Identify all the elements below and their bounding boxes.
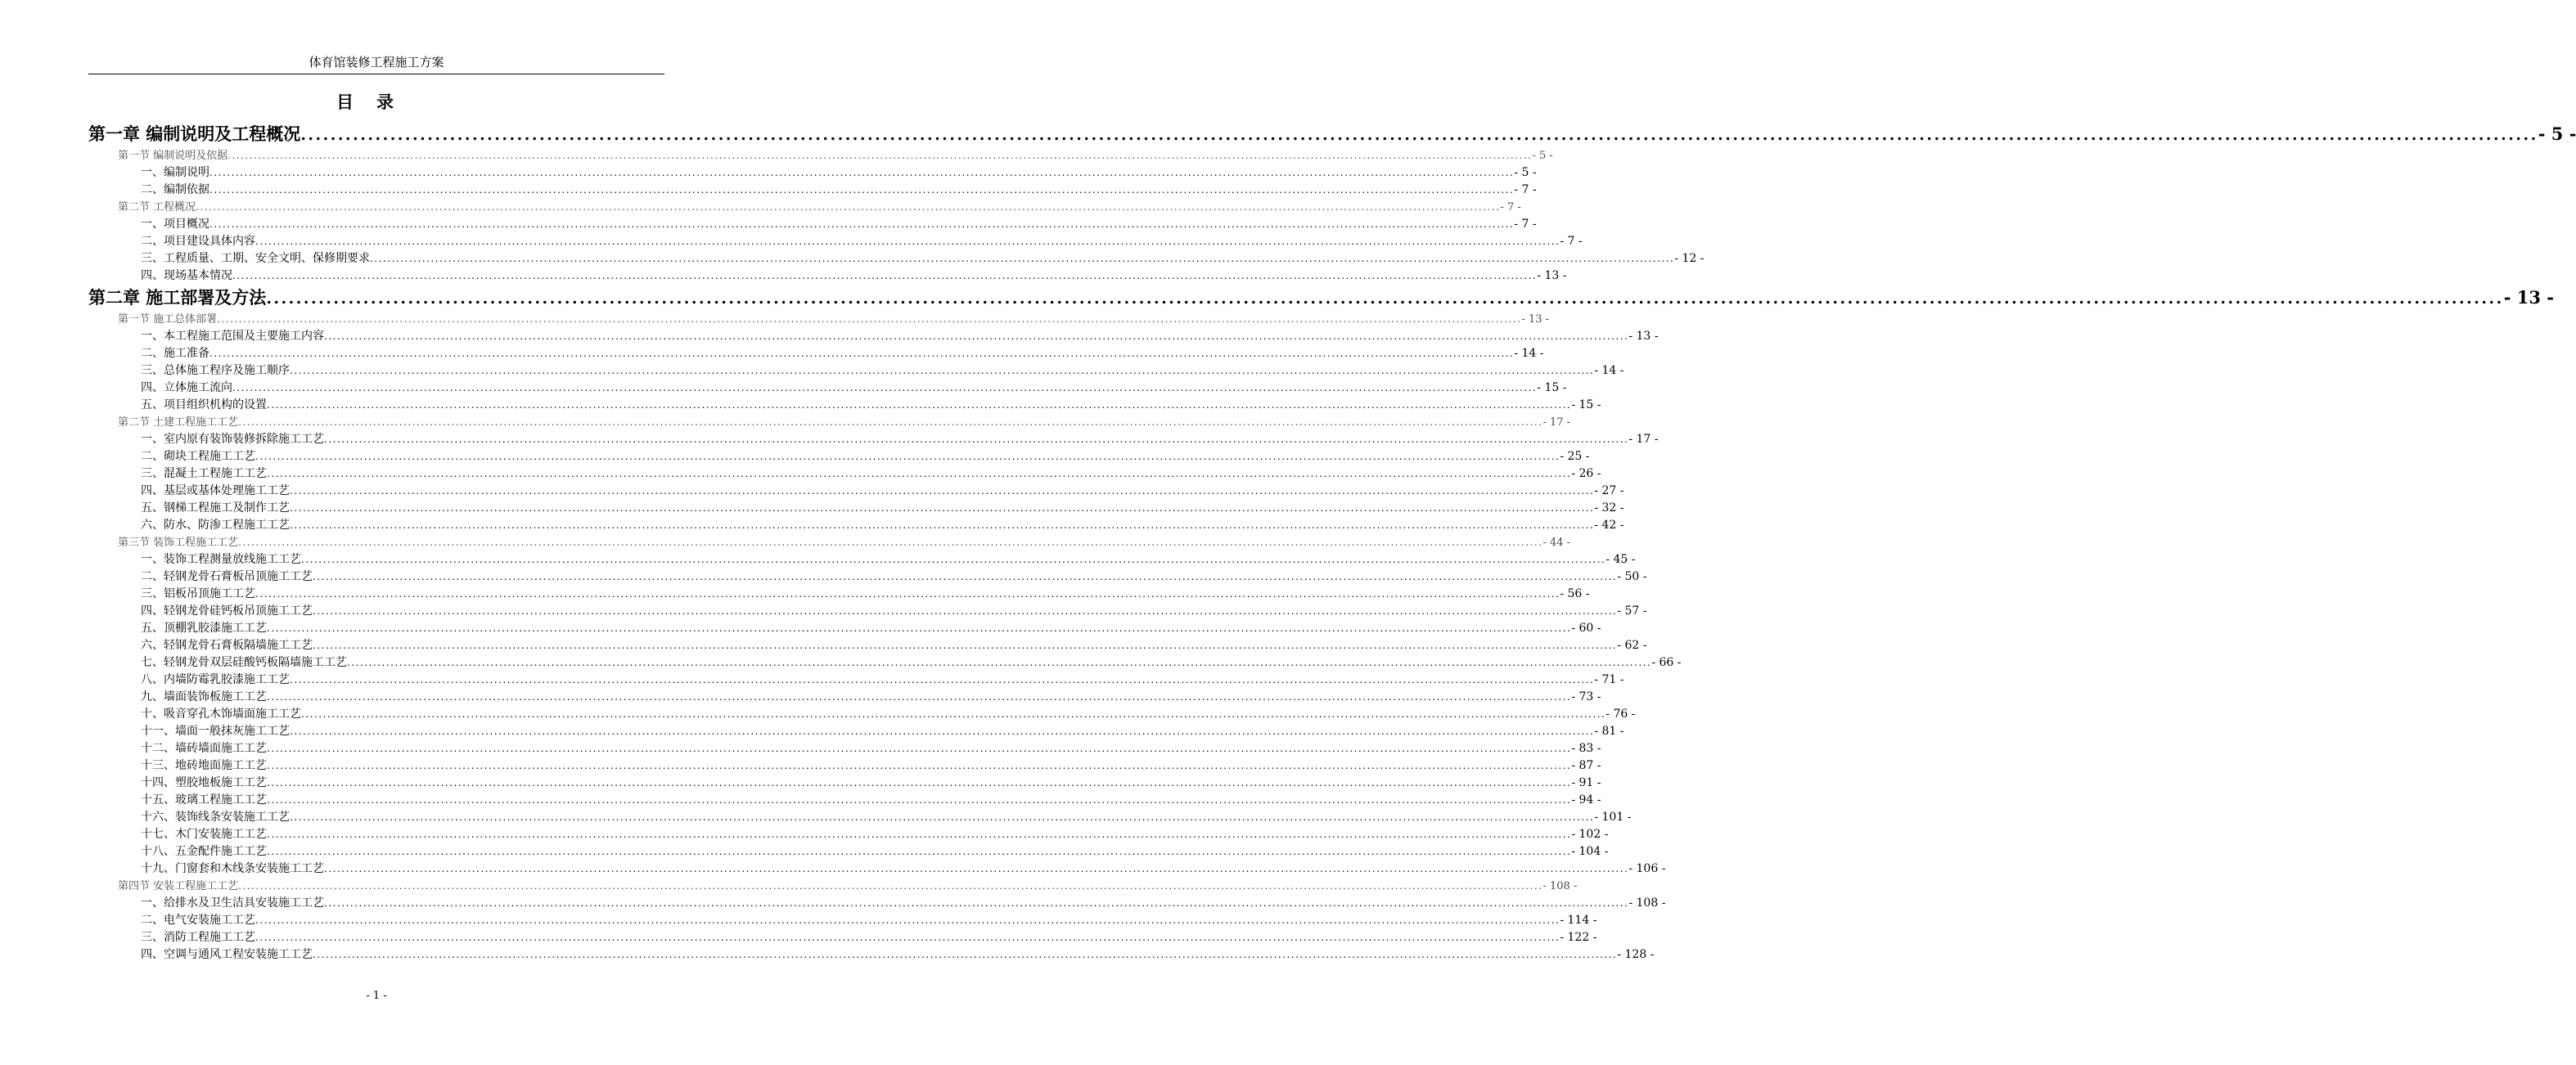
toc-dot-leader: ............................................................................................................................................................................................................................................................................................................ xyxy=(370,253,1675,264)
toc-dot-leader: ............................................................................................................................................................................................................................................................................................................ xyxy=(313,949,1618,960)
toc-dot-leader: ............................................................................................................................................................................................................................................................................................................ xyxy=(267,399,1572,411)
toc-item-entry[interactable] xyxy=(88,216,1537,233)
toc-dot-leader: ............................................................................................................................................................................................................................................................................................................ xyxy=(290,726,1595,737)
toc-entry-label: 第二章 施工部署及方法 xyxy=(88,287,267,308)
toc-item-entry[interactable] xyxy=(88,672,1624,689)
toc-entry-label: 一、室内原有装饰装修拆除施工工艺 xyxy=(141,433,324,446)
toc-entry-page: - 57 - xyxy=(1617,604,1647,618)
toc-dot-leader: ............................................................................................................................................................................................................................................................................................................ xyxy=(217,313,1522,325)
toc-dot-leader: ............................................................................................................................................................................................................................................................................................................ xyxy=(209,184,1515,195)
toc-entry-label: 十八、五金配件施工工艺 xyxy=(141,845,267,858)
toc-entry-page: - 13 - xyxy=(2503,287,2555,308)
toc-dot-leader: ............................................................................................................................................................................................................................................................................................................ xyxy=(255,932,1560,943)
toc-item-entry[interactable] xyxy=(88,740,1601,757)
toc-entry-page: - 13 - xyxy=(1521,313,1550,326)
toc-item-entry[interactable] xyxy=(88,380,1567,397)
toc-entry-page: - 87 - xyxy=(1571,759,1601,772)
toc-entry-label: 第三节 装饰工程施工工艺 xyxy=(118,537,239,549)
toc-chapter-entry[interactable] xyxy=(88,285,2555,311)
toc-item-entry[interactable] xyxy=(88,328,1659,345)
toc-item-entry[interactable] xyxy=(88,723,1624,740)
toc-entry-label: 一、本工程施工范围及主要施工内容 xyxy=(141,330,324,343)
footer-page-number: - 1 - xyxy=(366,990,387,1002)
toc-dot-leader: ............................................................................................................................................................................................................................................................................................................ xyxy=(290,674,1595,685)
toc-dot-leader: ............................................................................................................................................................................................................................................................................................................ xyxy=(227,150,1533,161)
toc-item-entry[interactable] xyxy=(88,706,1636,723)
toc-dot-leader: ............................................................................................................................................................................................................................................................................................................ xyxy=(267,846,1572,857)
toc-dot-leader: ............................................................................................................................................................................................................................................................................................................ xyxy=(313,571,1618,582)
toc-entry-page: - 104 - xyxy=(1571,845,1609,858)
toc-item-entry[interactable] xyxy=(88,603,1647,620)
toc-entry-label: 十四、塑胶地板施工工艺 xyxy=(141,776,267,789)
toc-entry-page: - 91 - xyxy=(1571,776,1601,789)
toc-dot-leader: ............................................................................................................................................................................................................................................................................................................ xyxy=(232,382,1538,393)
toc-entry-page: - 13 - xyxy=(1537,269,1567,282)
toc-item-entry[interactable] xyxy=(88,895,1666,912)
toc-entry-page: - 7 - xyxy=(1514,218,1537,231)
toc-item-entry[interactable] xyxy=(88,620,1601,637)
toc-item-entry[interactable] xyxy=(88,233,1583,250)
toc-entry-label: 二、轻钢龙骨石膏板吊顶施工工艺 xyxy=(141,570,313,583)
toc-entry-label: 十五、玻璃工程施工工艺 xyxy=(141,793,267,807)
toc-entry-page: - 12 - xyxy=(1674,252,1705,265)
toc-entry-label: 十二、墙砖墙面施工工艺 xyxy=(141,742,267,755)
toc-item-entry[interactable] xyxy=(88,843,1609,861)
toc-item-entry[interactable] xyxy=(88,345,1544,362)
toc-entry-label: 一、给排水及卫生洁具安装施工工艺 xyxy=(141,896,324,910)
toc-dot-leader: ............................................................................................................................................................................................................................................................................................................ xyxy=(290,502,1595,514)
toc-item-entry[interactable] xyxy=(88,792,1601,809)
toc-entry-page: - 5 - xyxy=(1514,166,1537,179)
toc-entry-page: - 14 - xyxy=(1594,364,1624,377)
toc-dot-leader: ............................................................................................................................................................................................................................................................................................................ xyxy=(324,863,1629,874)
toc-dot-leader: ............................................................................................................................................................................................................................................................................................................ xyxy=(301,554,1606,565)
toc-entry-label: 八、内墙防霉乳胶漆施工工艺 xyxy=(141,673,290,686)
toc-title: 目录 xyxy=(336,92,417,112)
toc-entry-label: 二、项目建设具体内容 xyxy=(141,235,255,248)
toc-entry-page: - 13 - xyxy=(1628,330,1659,343)
toc-item-entry[interactable] xyxy=(88,929,1597,946)
toc-dot-leader: ............................................................................................................................................................................................................................................................................................................ xyxy=(347,657,1652,668)
toc-dot-leader: ............................................................................................................................................................................................................................................................................................................ xyxy=(267,794,1572,806)
toc-entry-page: - 102 - xyxy=(1571,828,1609,841)
toc-dot-leader: ............................................................................................................................................................................................................................................................................................................ xyxy=(267,743,1572,754)
toc-dot-leader: ............................................................................................................................................................................................................................................................................................................ xyxy=(209,167,1515,178)
toc-item-entry[interactable] xyxy=(88,946,1655,964)
toc-dot-leader: ............................................................................................................................................................................................................................................................................................................ xyxy=(255,588,1560,600)
toc-entry-page: - 17 - xyxy=(1542,416,1571,429)
toc-item-entry[interactable] xyxy=(88,775,1601,792)
toc-entry-page: - 114 - xyxy=(1560,914,1597,927)
toc-entry-page: - 7 - xyxy=(1560,235,1583,248)
toc-entry-label: 第四节 安装工程施工工艺 xyxy=(118,880,239,892)
toc-dot-leader: ............................................................................................................................................................................................................................................................................................................ xyxy=(267,777,1572,789)
toc-entry-label: 三、消防工程施工工艺 xyxy=(141,931,255,944)
toc-dot-leader: ............................................................................................................................................................................................................................................................................................................ xyxy=(267,468,1572,479)
toc-dot-leader: ............................................................................................................................................................................................................................................................................................................ xyxy=(196,201,1501,213)
toc-dot-leader: ............................................................................................................................................................................................................................................................................................................ xyxy=(255,914,1560,926)
toc-entry-label: 十六、装饰线条安装施工工艺 xyxy=(141,811,290,824)
toc-entry-page: - 15 - xyxy=(1571,398,1601,411)
toc-entry-page: - 32 - xyxy=(1594,501,1624,515)
toc-entry-page: - 5 - xyxy=(2538,124,2576,144)
toc-entry-page: - 71 - xyxy=(1594,673,1624,686)
toc-dot-leader: ............................................................................................................................................................................................................................................................................................................ xyxy=(238,537,1543,548)
toc-entry-label: 五、项目组织机构的设置 xyxy=(141,398,267,411)
toc-entry-label: 第二节 土建工程施工工艺 xyxy=(118,416,239,429)
toc-item-entry[interactable] xyxy=(88,826,1609,843)
toc-dot-leader: ............................................................................................................................................................................................................................................................................................................ xyxy=(290,365,1595,376)
toc-dot-leader: ............................................................................................................................................................................................................................................................................................................ xyxy=(238,880,1543,892)
toc-entry-page: - 81 - xyxy=(1594,725,1624,738)
toc-entry-page: - 128 - xyxy=(1617,948,1655,961)
table-of-contents xyxy=(88,121,2576,964)
toc-entry-label: 十一、墙面一般抹灰施工工艺 xyxy=(141,725,290,738)
toc-dot-leader: ............................................................................................................................................................................................................................................................................................................ xyxy=(209,348,1515,359)
toc-entry-page: - 45 - xyxy=(1605,553,1636,566)
toc-item-entry[interactable] xyxy=(88,182,1537,199)
toc-entry-label: 十九、门窗套和木线条安装施工工艺 xyxy=(141,862,324,875)
toc-entry-label: 一、编制说明 xyxy=(141,166,209,179)
toc-entry-label: 二、施工准备 xyxy=(141,347,209,360)
toc-chapter-entry[interactable] xyxy=(88,121,2576,147)
toc-entry-page: - 7 - xyxy=(1500,201,1521,213)
toc-entry-label: 一、装饰工程测量放线施工工艺 xyxy=(141,553,301,566)
toc-item-entry[interactable] xyxy=(88,431,1659,448)
toc-entry-label: 五、钢梯工程施工及制作工艺 xyxy=(141,501,290,515)
toc-item-entry[interactable] xyxy=(88,397,1601,414)
toc-entry-label: 九、墙面装饰板施工工艺 xyxy=(141,690,267,703)
page-header-title: 体育馆装修工程施工方案 xyxy=(308,55,444,70)
toc-entry-page: - 50 - xyxy=(1617,570,1647,583)
toc-item-entry[interactable] xyxy=(88,517,1624,534)
toc-entry-label: 四、现场基本情况 xyxy=(141,269,232,282)
toc-entry-label: 七、轻钢龙骨双层硅酸钙板隔墙施工工艺 xyxy=(141,656,347,669)
toc-entry-page: - 5 - xyxy=(1532,150,1553,162)
toc-entry-page: - 26 - xyxy=(1571,467,1601,480)
toc-entry-page: - 106 - xyxy=(1628,862,1666,875)
toc-entry-page: - 73 - xyxy=(1571,690,1601,703)
toc-entry-page: - 60 - xyxy=(1571,622,1601,635)
toc-dot-leader: ............................................................................................................................................................................................................................................................................................................ xyxy=(238,416,1543,428)
toc-entry-page: - 17 - xyxy=(1628,433,1659,446)
toc-item-entry[interactable] xyxy=(88,164,1537,182)
toc-item-entry[interactable] xyxy=(88,637,1647,654)
toc-entry-label: 十、吸音穿孔木饰墙面施工工艺 xyxy=(141,708,301,721)
toc-dot-leader: ............................................................................................................................................................................................................................................................................................................ xyxy=(290,519,1595,531)
toc-item-entry[interactable] xyxy=(88,689,1601,706)
toc-entry-label: 二、编制依据 xyxy=(141,183,209,196)
toc-dot-leader: ............................................................................................................................................................................................................................................................................................................ xyxy=(209,218,1515,230)
toc-entry-label: 第一章 编制说明及工程概况 xyxy=(88,124,301,144)
toc-dot-leader: ............................................................................................................................................................................................................................................................................................................ xyxy=(324,434,1629,445)
toc-entry-label: 四、基层或基体处理施工工艺 xyxy=(141,484,290,497)
toc-item-entry[interactable] xyxy=(88,500,1624,517)
toc-entry-label: 二、砌块工程施工工艺 xyxy=(141,450,255,463)
toc-dot-leader: ............................................................................................................................................................................................................................................................................................................ xyxy=(255,451,1560,462)
toc-item-entry[interactable] xyxy=(88,568,1647,586)
toc-entry-page: - 44 - xyxy=(1542,537,1571,549)
toc-item-entry[interactable] xyxy=(88,809,1632,826)
toc-dot-leader: ............................................................................................................................................................................................................................................................................................................ xyxy=(290,811,1595,823)
toc-dot-leader: ............................................................................................................................................................................................................................................................................................................ xyxy=(267,622,1572,634)
toc-entry-label: 五、顶棚乳胶漆施工工艺 xyxy=(141,622,267,635)
toc-section-entry[interactable] xyxy=(88,199,1521,216)
toc-item-entry[interactable] xyxy=(88,448,1590,465)
toc-entry-label: 四、立体施工流向 xyxy=(141,381,232,394)
toc-section-entry[interactable] xyxy=(88,311,1550,328)
toc-dot-leader: ............................................................................................................................................................................................................................................................................................................ xyxy=(255,236,1560,247)
toc-section-entry[interactable] xyxy=(88,147,1553,164)
toc-dot-leader: ............................................................................................................................................................................................................................................................................................................ xyxy=(313,605,1618,617)
toc-entry-label: 三、混凝土工程施工工艺 xyxy=(141,467,267,480)
toc-entry-page: - 94 - xyxy=(1571,793,1601,807)
toc-item-entry[interactable] xyxy=(88,586,1590,603)
toc-entry-page: - 27 - xyxy=(1594,484,1624,497)
toc-entry-label: 一、项目概况 xyxy=(141,218,209,231)
toc-section-entry[interactable] xyxy=(88,534,1571,551)
toc-dot-leader: ............................................................................................................................................................................................................................................................................................................ xyxy=(301,708,1606,720)
toc-dot-leader: ............................................................................................................................................................................................................................................................................................................ xyxy=(266,290,2504,308)
toc-entry-page: - 62 - xyxy=(1617,639,1647,652)
toc-entry-page: - 25 - xyxy=(1560,450,1590,463)
toc-item-entry[interactable] xyxy=(88,551,1636,568)
toc-entry-label: 六、防水、防渗工程施工工艺 xyxy=(141,519,290,532)
toc-entry-page: - 42 - xyxy=(1594,519,1624,532)
toc-item-entry[interactable] xyxy=(88,861,1666,878)
toc-entry-label: 二、电气安装施工工艺 xyxy=(141,914,255,927)
toc-dot-leader: ............................................................................................................................................................................................................................................................................................................ xyxy=(267,829,1572,840)
toc-entry-page: - 122 - xyxy=(1560,931,1597,944)
toc-item-entry[interactable] xyxy=(88,654,1682,672)
toc-entry-page: - 14 - xyxy=(1514,347,1544,360)
toc-entry-page: - 108 - xyxy=(1628,896,1666,910)
toc-dot-leader: ............................................................................................................................................................................................................................................................................................................ xyxy=(313,640,1618,651)
toc-dot-leader: ............................................................................................................................................................................................................................................................................................................ xyxy=(290,485,1595,497)
toc-item-entry[interactable] xyxy=(88,250,1705,267)
toc-entry-label: 第一节 施工总体部署 xyxy=(118,313,218,326)
toc-item-entry[interactable] xyxy=(88,483,1624,500)
toc-item-entry[interactable] xyxy=(88,912,1597,929)
toc-entry-page: - 56 - xyxy=(1560,587,1590,600)
toc-item-entry[interactable] xyxy=(88,757,1601,775)
toc-item-entry[interactable] xyxy=(88,267,1567,285)
toc-dot-leader: ............................................................................................................................................................................................................................................................................................................ xyxy=(300,126,2538,144)
toc-entry-label: 十七、木门安装施工工艺 xyxy=(141,828,267,841)
toc-entry-label: 四、空调与通风工程安装施工工艺 xyxy=(141,948,313,961)
toc-entry-label: 第二节 工程概况 xyxy=(118,201,196,213)
toc-entry-page: - 83 - xyxy=(1571,742,1601,755)
toc-entry-label: 十三、地砖地面施工工艺 xyxy=(141,759,267,772)
toc-dot-leader: ............................................................................................................................................................................................................................................................................................................ xyxy=(267,760,1572,771)
toc-dot-leader: ............................................................................................................................................................................................................................................................................................................ xyxy=(267,691,1572,703)
toc-entry-page: - 76 - xyxy=(1605,708,1636,721)
toc-entry-label: 三、工程质量、工期、安全文明、保修期要求 xyxy=(141,252,370,265)
toc-entry-label: 六、轻钢龙骨石膏板隔墙施工工艺 xyxy=(141,639,313,652)
toc-entry-label: 第一节 编制说明及依据 xyxy=(118,150,228,162)
toc-entry-label: 三、总体施工程序及施工顺序 xyxy=(141,364,290,377)
toc-entry-page: - 108 - xyxy=(1542,880,1578,892)
toc-entry-page: - 101 - xyxy=(1594,811,1632,824)
toc-section-entry[interactable] xyxy=(88,414,1571,431)
toc-entry-page: - 7 - xyxy=(1514,183,1537,196)
toc-dot-leader: ............................................................................................................................................................................................................................................................................................................ xyxy=(232,270,1538,281)
toc-entry-label: 四、轻钢龙骨硅钙板吊顶施工工艺 xyxy=(141,604,313,618)
toc-dot-leader: ............................................................................................................................................................................................................................................................................................................ xyxy=(324,897,1629,909)
toc-entry-page: - 66 - xyxy=(1651,656,1682,669)
toc-dot-leader: ............................................................................................................................................................................................................................................................................................................ xyxy=(324,330,1629,342)
toc-entry-page: - 15 - xyxy=(1537,381,1567,394)
toc-item-entry[interactable] xyxy=(88,465,1601,483)
toc-item-entry[interactable] xyxy=(88,362,1624,380)
toc-entry-label: 三、铝板吊顶施工工艺 xyxy=(141,587,255,600)
toc-section-entry[interactable] xyxy=(88,878,1578,895)
